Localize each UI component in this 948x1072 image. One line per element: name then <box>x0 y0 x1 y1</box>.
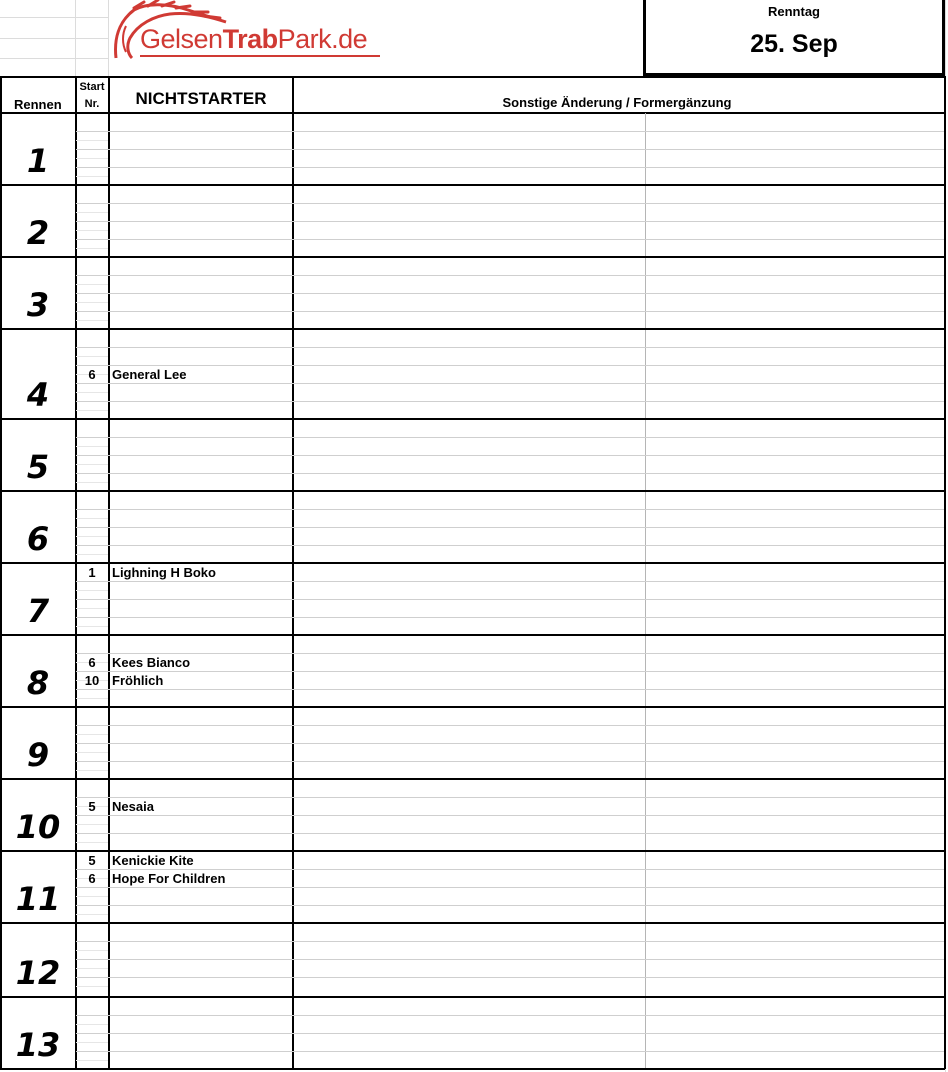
table-top-border <box>0 76 945 78</box>
sub-row-line <box>76 293 944 294</box>
race-separator <box>0 184 945 186</box>
race-separator <box>0 634 945 636</box>
sub-row-line <box>76 1060 108 1061</box>
race-separator <box>0 996 945 998</box>
sub-row-line <box>76 275 944 276</box>
sub-row-line <box>76 896 108 897</box>
start-number: 6 <box>88 871 96 886</box>
sub-row-line <box>76 347 944 348</box>
sub-row-line <box>76 842 108 843</box>
sub-row-line <box>76 302 108 303</box>
start-number: 5 <box>88 799 96 814</box>
grid-line <box>0 38 108 39</box>
race-number: 12 <box>15 954 61 992</box>
sub-row-line <box>76 959 944 960</box>
sub-row-line <box>76 149 944 150</box>
sub-row-line <box>76 176 108 177</box>
start-number: 1 <box>88 565 96 580</box>
sub-row-line <box>76 473 944 474</box>
race-number: 2 <box>26 214 50 252</box>
logo-wordmark: GelsenTrabPark.de <box>140 24 368 54</box>
header-rennen: Rennen <box>14 97 62 112</box>
sub-row-line <box>76 518 108 519</box>
sub-row-line <box>76 554 108 555</box>
sub-row-line <box>76 797 944 798</box>
start-number: 6 <box>88 655 96 670</box>
horse-name: Fröhlich <box>112 673 164 688</box>
sub-row-line <box>76 239 944 240</box>
renntag-box <box>643 0 945 76</box>
header-sonstige: Sonstige Änderung / Formergänzung <box>502 95 732 110</box>
sub-row-line <box>76 536 108 537</box>
sub-row-line <box>76 725 944 726</box>
horse-name: General Lee <box>112 367 187 382</box>
sub-row-line <box>76 212 108 213</box>
sub-row-line <box>76 1042 108 1043</box>
gelsentrabpark-logo <box>108 0 398 74</box>
sub-row-line <box>76 1024 108 1025</box>
sub-row-line <box>76 977 944 978</box>
sub-row-line <box>76 284 108 285</box>
sub-row-line <box>76 167 944 168</box>
sub-row-line <box>76 1015 944 1016</box>
start-number: 10 <box>84 673 100 688</box>
grid-line <box>0 17 108 18</box>
sub-row-line <box>76 914 108 915</box>
sub-row-line <box>76 158 108 159</box>
race-number: 10 <box>15 808 61 846</box>
race-separator <box>0 256 945 258</box>
sub-row-line <box>76 968 108 969</box>
sub-row-line <box>76 383 944 384</box>
race-separator <box>0 490 945 492</box>
sub-row-line <box>76 905 944 906</box>
sub-row-line <box>76 1051 944 1052</box>
race-separator <box>0 706 945 708</box>
sub-row-line <box>76 230 108 231</box>
race-number: 7 <box>26 592 50 630</box>
sub-row-line <box>76 1033 944 1034</box>
race-number: 5 <box>26 448 50 486</box>
header-bottom-border <box>0 112 945 114</box>
sub-row-line <box>76 509 944 510</box>
sub-row-line <box>76 941 944 942</box>
race-separator <box>0 418 945 420</box>
header-nr: Nr. <box>84 98 100 110</box>
race-separator <box>0 778 945 780</box>
sub-row-line <box>76 203 944 204</box>
horse-name: Nesaia <box>112 799 154 814</box>
sub-row-line <box>76 761 944 762</box>
header-start: Start <box>79 81 105 93</box>
logo-underline <box>140 55 380 57</box>
race-number: 3 <box>26 286 50 324</box>
sub-row-line <box>76 770 108 771</box>
horse-name: Hope For Children <box>112 871 226 886</box>
horse-name: Lighning H Boko <box>112 565 216 580</box>
race-number: 6 <box>26 520 50 558</box>
sub-row-line <box>76 311 944 312</box>
race-separator <box>0 328 945 330</box>
sub-row-line <box>76 617 944 618</box>
race-number: 1 <box>26 142 50 180</box>
sub-row-line <box>76 221 944 222</box>
start-number: 6 <box>88 367 96 382</box>
race-separator <box>0 1068 945 1070</box>
race-number: 9 <box>26 736 50 774</box>
renntag-label: Renntag <box>768 4 820 19</box>
sub-row-line <box>76 320 108 321</box>
race-number: 8 <box>26 664 50 702</box>
race-number: 11 <box>15 880 61 918</box>
sub-row-line <box>76 950 108 951</box>
sub-row-line <box>76 815 944 816</box>
sub-row-line <box>76 464 108 465</box>
renntag-date: 25. Sep <box>750 30 838 58</box>
sub-row-line <box>76 446 108 447</box>
sub-row-line <box>76 590 108 591</box>
sub-row-line <box>76 140 108 141</box>
sub-row-line <box>76 401 944 402</box>
sub-row-line <box>76 527 944 528</box>
grid-line <box>0 58 108 59</box>
sub-row-line <box>76 608 108 609</box>
sub-row-line <box>76 671 944 672</box>
sub-row-line <box>76 437 944 438</box>
race-number: 4 <box>26 376 50 414</box>
sub-row-line <box>76 131 944 132</box>
sub-row-line <box>76 833 944 834</box>
sub-row-line <box>76 626 108 627</box>
horse-name: Kenickie Kite <box>112 853 194 868</box>
race-number: 13 <box>15 1026 61 1064</box>
sub-row-line <box>76 455 944 456</box>
sub-row-line <box>76 698 108 699</box>
sub-row-line <box>76 653 944 654</box>
sub-row-line <box>76 743 944 744</box>
sub-row-line <box>76 482 108 483</box>
horse-name: Kees Bianco <box>112 655 191 670</box>
sub-row-line <box>76 734 108 735</box>
sub-row-line <box>76 986 108 987</box>
start-number: 5 <box>88 853 96 868</box>
sub-row-line <box>76 392 108 393</box>
sub-row-line <box>76 410 108 411</box>
sub-row-line <box>76 689 944 690</box>
column-line <box>292 76 294 1069</box>
column-line <box>108 76 110 1069</box>
header-nichtstarter: NICHTSTARTER <box>135 89 267 108</box>
race-separator <box>0 922 945 924</box>
sub-row-line <box>76 752 108 753</box>
sub-row-line <box>76 365 944 366</box>
sub-row-line <box>76 545 944 546</box>
column-line <box>944 76 946 1069</box>
sub-row-line <box>76 824 108 825</box>
sub-row-line <box>76 248 108 249</box>
sub-row-line <box>76 599 944 600</box>
sub-row-line <box>76 356 108 357</box>
